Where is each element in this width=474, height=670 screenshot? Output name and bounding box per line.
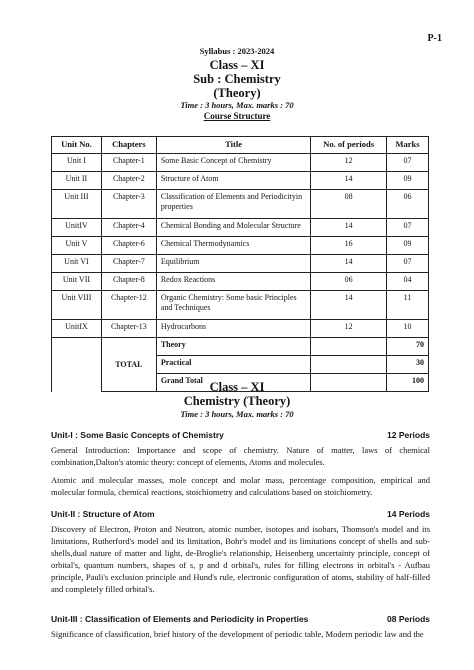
header-periods: No. of periods [311,137,387,154]
table-row [52,154,429,172]
cell-chapter: Chapter-6 [101,237,156,255]
cell-title: Chemical Bonding and Molecular Structure [156,219,310,237]
subject-title: Sub : Chemistry [193,72,281,86]
table-row [52,255,429,273]
table-row [52,237,429,255]
cell-marks: 07 [387,154,429,172]
total-label: TOTAL [101,338,156,392]
cell-periods: 14 [311,172,387,190]
table-row [52,273,429,291]
cell-marks: 09 [387,172,429,190]
cell-marks: 07 [387,255,429,273]
section2-time-marks: Time : 3 hours, Max. marks : 70 [180,409,294,419]
unit-2-title: Unit-II : Structure of Atom [51,509,155,519]
cell-unit: Unit VII [52,273,102,291]
cell-title: Equilibrium [156,255,310,273]
summary-value: 70 [387,338,429,356]
cell-chapter: Chapter-2 [101,172,156,190]
class-title: Class – XI [209,58,265,72]
cell-marks: 09 [387,237,429,255]
header-title: Title [156,137,310,154]
cell-periods: 06 [311,273,387,291]
cell-title: Redox Reactions [156,273,310,291]
unit-3-section [51,614,430,640]
header-marks: Marks [387,137,429,154]
syllabus-year: Syllabus : 2023-2024 [199,46,275,56]
page-number: P-1 [427,33,442,44]
summary-empty [311,356,387,374]
cell-chapter: Chapter-3 [101,190,156,219]
cell-periods: 14 [311,219,387,237]
unit-1-periods: 12 Periods [387,430,430,440]
cell-title: Classification of Elements and Periodicityin properties [156,190,310,219]
unit-2-heading [51,509,430,520]
cell-marks: 10 [387,320,429,338]
cell-marks: 06 [387,190,429,219]
summary-label: Practical [156,356,310,374]
cell-periods: 16 [311,237,387,255]
cell-marks: 04 [387,273,429,291]
cell-periods: 12 [311,154,387,172]
cell-periods: 14 [311,291,387,320]
cell-chapter: Chapter-13 [101,320,156,338]
summary-label: Theory [156,338,310,356]
unit-1-paragraph: General Introduction: Importance and scope of chemistry. Nature of matter, laws of chemical combination,Dalton's atomic theory: concept of elements, Atoms and molecules. [51,445,430,467]
table-header-row [52,137,429,154]
table-row [52,219,429,237]
cell-periods: 08 [311,190,387,219]
cell-title: Organic Chemistry: Some basic Principles and Techniques [156,291,310,320]
cell-unit: Unit VI [52,255,102,273]
unit-2-paragraph: Discovery of Electron, Proton and Neutron, atomic number, isotopes and isobars, Thomson's model and its limitations, Rutherford's model and its limitation, Bohr's model and its limitations concept of shells and sub-shells,dual nature of matter and light, de-Broglie's relationship, Heisenberg uncertainty principle, concept of orbital's, quantum numbers, shapes of s, p and d orbital's, rules for filling electrons in orbital's - Aufbau principle, Pauli's exclusion principle and Hund's rule, electronic configuration of atoms, stability of half-filled and completely filled orbital's. [51,524,430,594]
unit-1-heading [51,430,430,441]
summary-label: Grand Total [156,374,310,392]
cell-unit: UnitIV [52,219,102,237]
cell-unit: Unit VIII [52,291,102,320]
header-chapters: Chapters [101,137,156,154]
summary-value: 100 [387,374,429,392]
section2-class: Class – XI [209,380,265,394]
unit-2-section [51,509,430,595]
cell-unit: Unit III [52,190,102,219]
cell-unit: Unit II [52,172,102,190]
unit-3-periods: 08 Periods [387,614,430,624]
cell-chapter: Chapter-8 [101,273,156,291]
summary-value: 30 [387,356,429,374]
table-row [52,190,429,219]
cell-marks: 11 [387,291,429,320]
cell-title: Hydrocarbons [156,320,310,338]
cell-periods: 14 [311,255,387,273]
header-unit: Unit No. [52,137,102,154]
time-marks: Time : 3 hours, Max. marks : 70 [180,100,294,110]
table-row [52,291,429,320]
table-row [52,320,429,338]
unit-1-paragraph: Atomic and molecular masses, mole concept and molar mass, percentage composition, empirical and molecular formula, chemical reactions, stoichiometry and calculations based on stoichiometry. [51,475,430,497]
unit-1-section [51,430,430,498]
section2-title: Chemistry (Theory) [183,394,291,408]
table-row [52,172,429,190]
course-structure-table [51,136,429,392]
summary-row [52,338,429,356]
cell-unit: Unit V [52,237,102,255]
theory-title: (Theory) [213,86,261,100]
cell-chapter: Chapter-12 [101,291,156,320]
unit-1-title: Unit-I : Some Basic Concepts of Chemistry [51,430,224,440]
cell-chapter: Chapter-1 [101,154,156,172]
cell-title: Some Basic Concept of Chemistry [156,154,310,172]
cell-chapter: Chapter-4 [101,219,156,237]
unit-3-heading [51,614,430,625]
course-structure-heading: Course Structure [203,111,271,121]
summary-empty [311,338,387,356]
cell-periods: 12 [311,320,387,338]
cell-unit: Unit I [52,154,102,172]
unit-3-paragraph: Significance of classification, brief history of the development of periodic table, Modern periodic law and the [51,629,424,639]
cell-title: Chemical Thermodynamics [156,237,310,255]
cell-chapter: Chapter-7 [101,255,156,273]
unit-2-periods: 14 Periods [387,509,430,519]
cell-marks: 07 [387,219,429,237]
unit-3-title: Unit-III : Classification of Elements and Periodicity in Properties [51,614,309,624]
cell-unit: UnitIX [52,320,102,338]
cell-title: Structure of Atom [156,172,310,190]
